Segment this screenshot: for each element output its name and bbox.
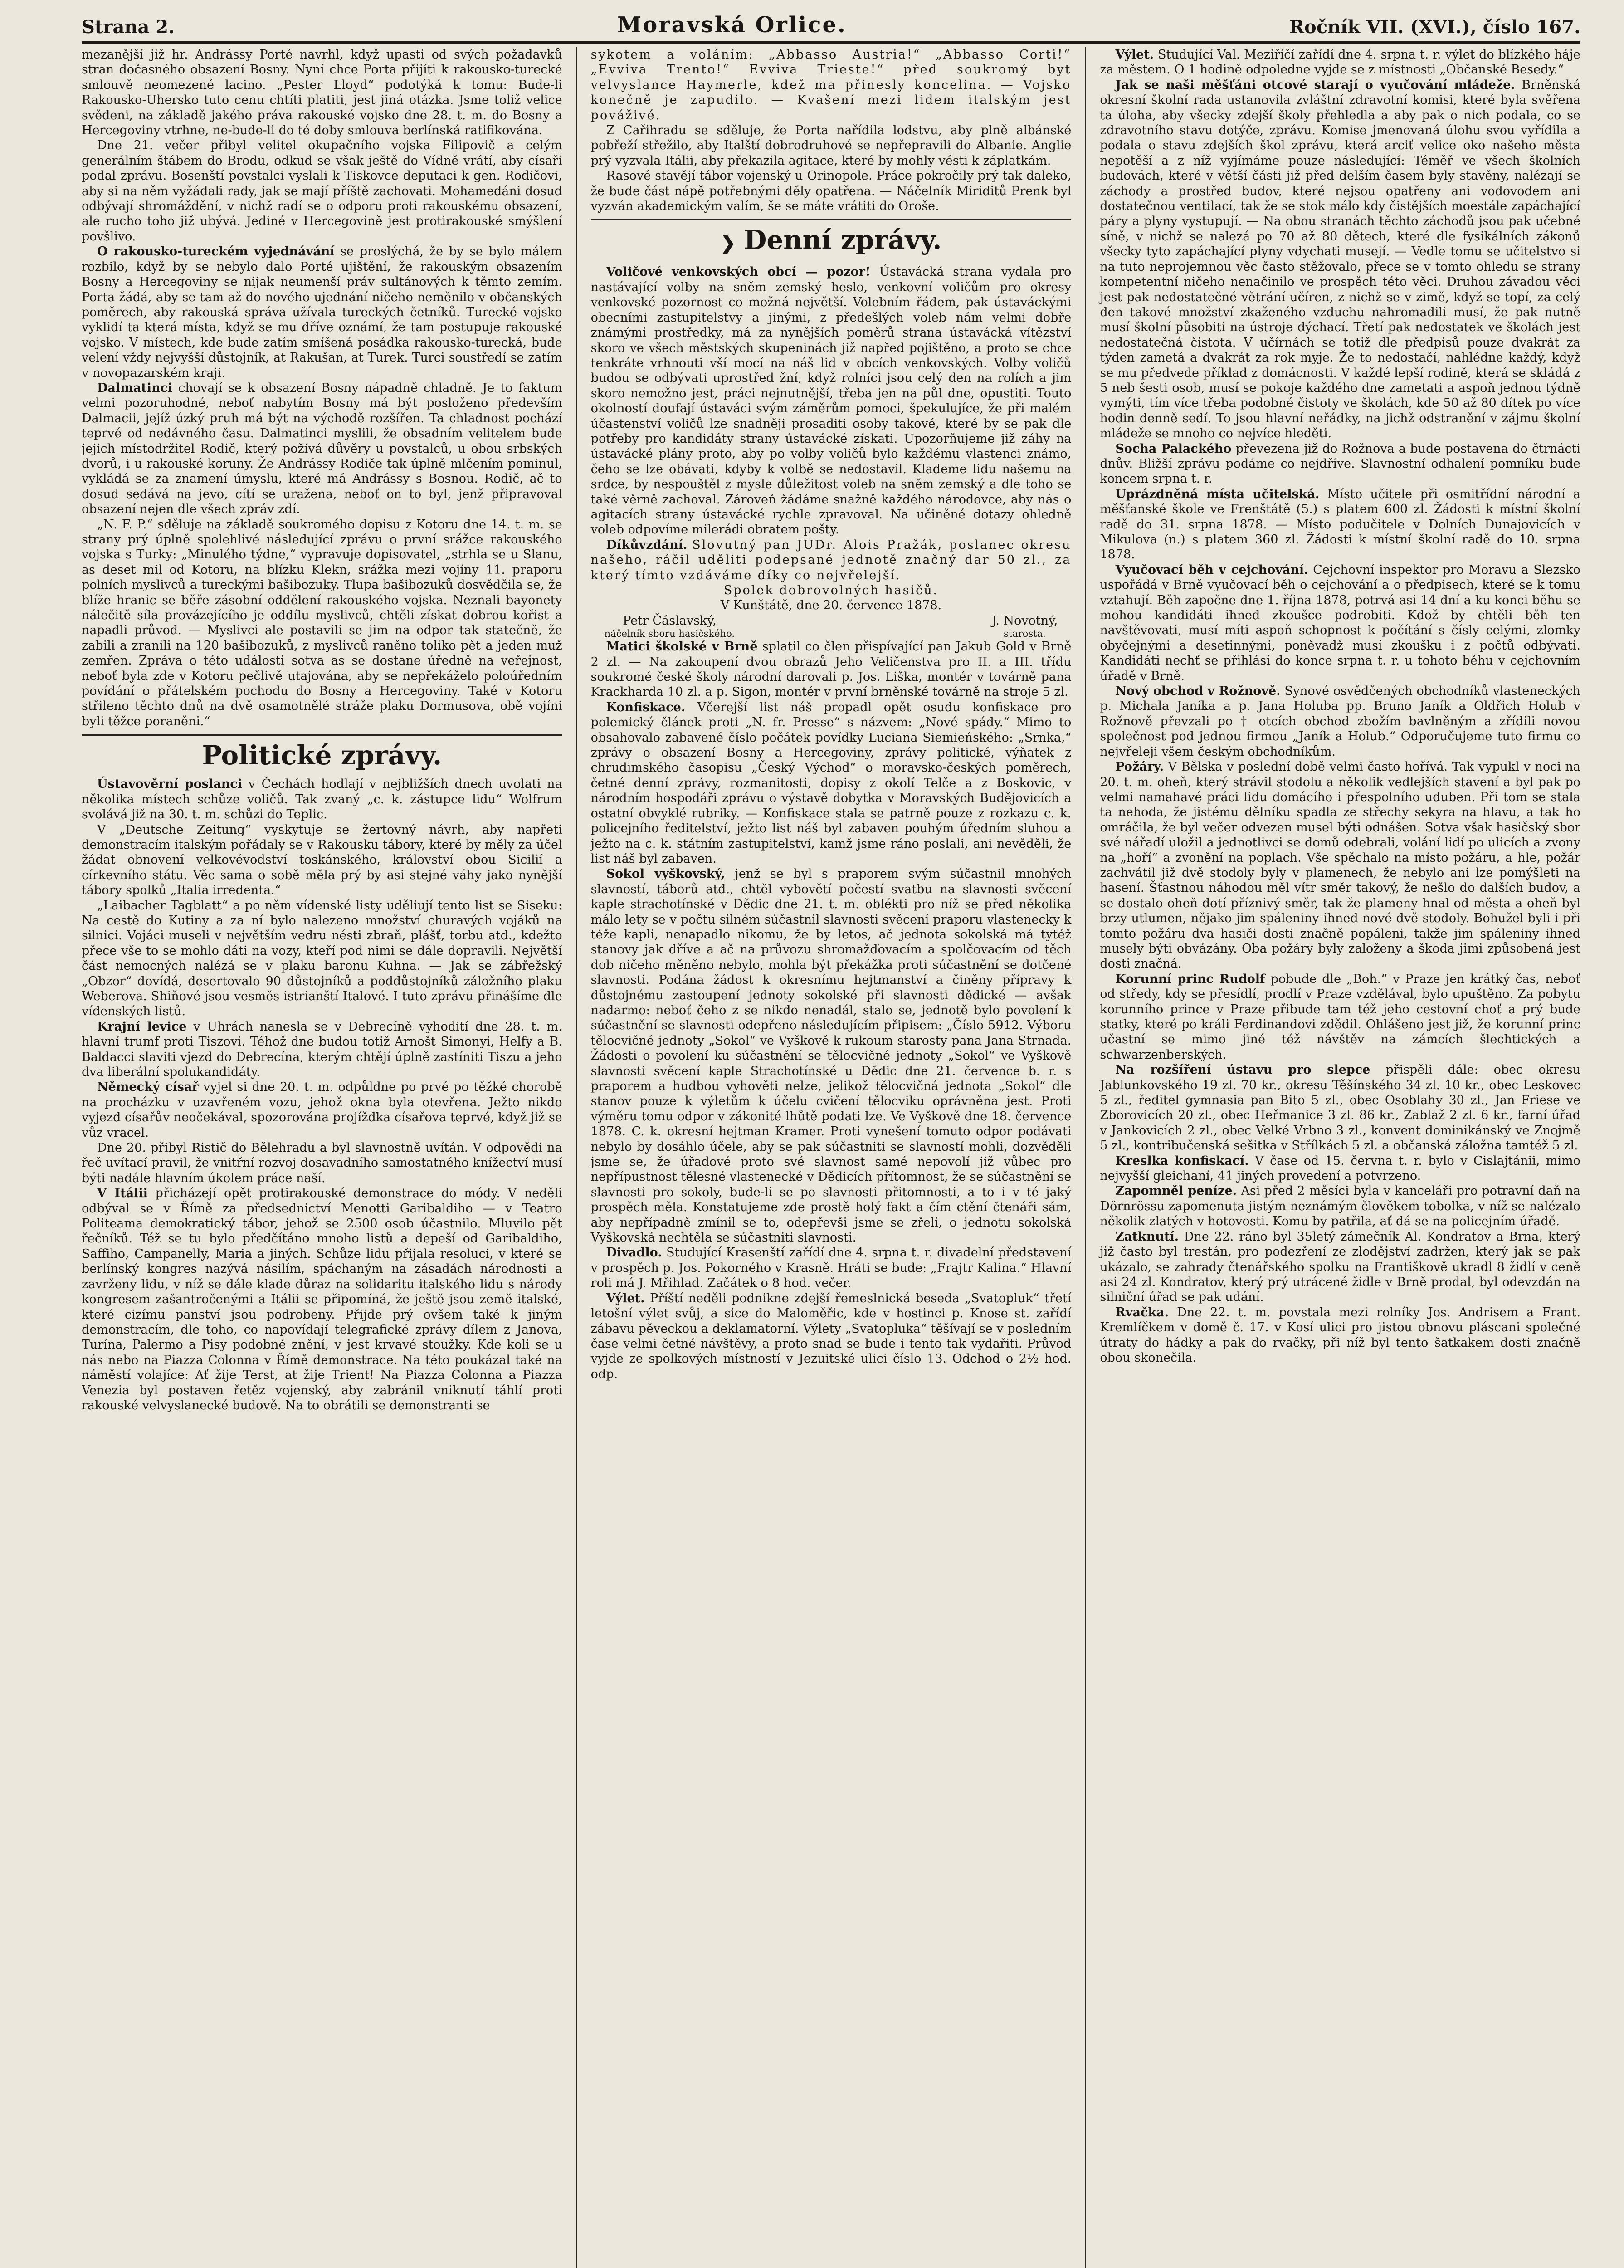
- section-title-daily-news: [591, 219, 1072, 259]
- article-text: „N. F. P.“ sděluje na základě soukromého dopisu z Kotoru dne 14. t. m. se strany prý úplně spolehlivé následující zprávu o první srážce rakouského vojska s Turky: „Minulého týdne,“ vypravuje dopisovatel, „strhla se u Slanu, as deset mil od Kotoru, na blízku Klekn, srážka mezi vojíny 11. praporu polních myslivců a tureckými bašibozuky. Tlupa bašibozuků dosvědčila se, že blíže hranic se běře zásobní oddělení rakouského vojska. Neznali bayonety nálečitě síla provázejícího je oddílu myslivců, chtěli získat dobrou kořist a napadli průvod. — Myslivci ale postavili se jim na odpor tak statečně, že zabili a zranili na 120 bašibozuků, z myslivců raněno toliko pět a jeden muž zemřen. Zpráva o této události sotva as se dostane úředně na veřejnost, neboť byla zde v Kotoru pečlivě utajována, aby se nepřekáželo poloúředním povídání o přátelském pochodu do Bosny a Hercegoviny. Také v Kotoru střileno těchto dnů na dvě osamotnělé stráže plaku Dormusova, obě vojíni byli těžce poraněni.“: [82, 517, 562, 728]
- article-heading: Jak se naši měšťáni otcové starají o vyučování mládeže.: [1115, 78, 1515, 92]
- article-text: Studující Val. Meziříčí zařídí dne 4. srpna t. r. výlet do blízkého háje za městem. O 1 hodině odpoledne vyjde se z místnosti „Občanské Besedy.“: [1100, 48, 1581, 77]
- article: [591, 1245, 1072, 1290]
- article-text: Příští neděli podnikne zdejší řemeslnická beseda „Svatopluk“ třetí letošní výlet svůj, a sice do Maloměřic, kde v hostinci p. Knose st. zařídí zábavu pěveckou a deklamatorní. Výlety „Svatopluka“ těšívají se v posledním čase velmi četné návštěvy, a proto snad se bude i tento tak vydařiti. Průvod vyjde ze spolkových místností v Jezuitské ulici číslo 13. Odchod o 2½ hod. odp.: [590, 1291, 1072, 1381]
- article: [82, 1080, 562, 1140]
- column-3: [1085, 47, 1580, 2268]
- columns: [82, 47, 1580, 2268]
- article: [591, 538, 1072, 583]
- issue-number: Ročník VII. (XVI.), číslo 167.: [1289, 16, 1580, 38]
- article-heading: Matici školské v Brně: [606, 640, 758, 654]
- column-2: [576, 47, 1085, 2268]
- article: [1100, 562, 1580, 684]
- article-heading: Požáry.: [1115, 760, 1164, 774]
- article-text: Z Cařihradu se sděluje, že Porta nařídila lodstvu, aby plně albánské pobřeží střežilo, aby Italští dobrodruhové se nepřepravili do Albanie. Anglie prý vyzvala Itálii, aby překazila agitace, které by mohly vésti k záplatkám.: [590, 123, 1072, 168]
- signature-right: [992, 613, 1058, 639]
- article-heading: Dalmatinci: [97, 381, 173, 395]
- article-text: Cejchovní inspektor pro Moravu a Slezsko uspořádá v Brně vyučovací běh o cejchování a o předpisech, které se k tomu vztahují. Běh započne dne 1. října 1878, potrvá asi 14 dní a ku konci běhu se mohou kandidáti ihned zkoušce podrobiti. Kdož by chtěli běh ten navštěvovati, musí míti aspoň schopnost k počítání s čísly celými, zlomky obyčejnými a desetinnými, poněvadž musí zkoušku i z počtů odbývati. Kandidáti nechť se přihlásí do konce srpna t. r. u tohoto běhu v cejchovním úřadě v Brně.: [1100, 562, 1581, 683]
- section-title-text: Denní zprávy.: [744, 225, 942, 256]
- article-text: Rasové stavějí tábor vojenský u Orinopole. Práce pokročily prý tak daleko, že bude část nápě potřebnými děly opatřena. — Náčelník Miriditů Prenk byl vyzván akademickým valím, še se máte vrátiti do Oroše.: [590, 169, 1072, 214]
- article-text: Brněnská okresní školní rada ustanovila zvláštní zdravotní komisi, které byla svěřena ta úloha, aby všecky zdejší školy přehledla a aby pak o nich podala, co se zdravotního stavu dotýče, zprávu. Komise jmenovaná úlohu svou vyřídila a podala o stavu zdejších škol zprávu, která arciť velice oko našeho města nepotěší a z níž vyjímáme pouze následující: Téměř ve všech školních budovách, které v větší části již před delším časem byly stavěny, nalézají se záchody a prostřed budov, které nejsou opatřeny ani vodovodem ani dostatečnou ventilací, tak že se stok málo kdy čistějších moestále zapáchající páry a plyny vystupují. — Na obou stranách těchto záchodů jsou pak učebné síně, v nichž se nalezá po 70 až 80 dětech, které dle fysikálních zákonů všecky tyto zapáchající plyny vdychati musejí. — Vedle tomu se učitelstvo si na tuto neprojemnou věc často stěžovalo, přece se v tomto ohledu se strany kompetentní ničeho nenačinilo ve prospěch této věci. Druhou závadou věci jest pak nedostatečné větrání učíren, z nichž se v zimě, když se topí, za celý den takové množství zkaženého vzduchu nahromadili musí, že pak nutně musí školní působiti na ústroje dýchací. Třetí pak nedostatek ve školách jest nedostatečná čistota. V učírnách se totiž dle předpisů pouze dvakrát za týden zametá a dvakrát za rok myje. Že to nedostačí, nahlédne každý, když se mu předvede příklad z domácnosti. V každé lepší rodině, která se skládá z 5 neb šesti osob, musí se pokoje každého dne zametati a aspoň jednou týdně vymýti, tím více třeba podobné čistoty ve školách, kde 50 až 80 dítek po více hodin denně sedí. To jsou hlavní neřádky, na jichž odstranění v zájmu školní mládeže se mnoho co nejvíce hleděti.: [1100, 78, 1581, 441]
- article: [591, 1291, 1072, 1382]
- article-heading: Vyučovací běh v cejchování.: [1115, 562, 1308, 577]
- article-text: splatil co člen přispívající pan Jakub Gold v Brně 2 zl. — Na zakoupení dvou obrazů Jeho Veličenstva pro II. a III. třídu soukromé české školy národní darovali p. Jos. Liška, montér v továrně pana Krackharda 10 zl. a p. Sigon, montér v první brněnské továrně na stroje 5 zl.: [590, 640, 1072, 699]
- article-heading: Korunní princ Rudolf: [1115, 972, 1265, 986]
- article: [1100, 684, 1580, 759]
- article-text: Dne 22. ráno byl 35letý zámečník Al. Kondratov a Brna, který již často byl trestán, pro podezření ze zlodějství zadržen, který jak se pak ukázalo, se zahrady čtenářského spolku na Františkově ukradl 8 židlí v ceně asi 24 zl. Kondratov, který prý utrácené židle v Brně prodal, byl odevzdán na silniční úřad se pak udání.: [1100, 1229, 1581, 1305]
- article-heading: Sokol vyškovský,: [606, 867, 725, 881]
- article-heading: O rakousko-tureckém vyjednávání: [97, 244, 335, 259]
- article-text: V čase od 15. června t. r. bylo v Cislajtánii, mimo nejvyšší gleichaní, 41 jiných provedení a potvrzeno.: [1100, 1154, 1581, 1183]
- section-mark-icon: ❯: [720, 232, 736, 254]
- article-text: Dne 21. večer přibyl velitel okupačního vojska Filipovič a celým generálním štábem do Brodu, odkud se však ještě do Vídně vrátí, aby císaři podal zprávu. Bosenští povstalci vyslali k Tiskovce deputaci k gen. Rodičovi, aby si na něm vyžádali rady, jak se mají příště zachovati. Mohamedáni dosud odbývají shromáždění, v nichž radí se o odporu proti rakouskému obsazení, ale rucho toho již ubývá. Jediné v Hercegovině jest protirakouské smýšlení povšlivo.: [82, 138, 562, 244]
- article-heading: V Itálii: [97, 1186, 148, 1201]
- article-text: převezena již do Rožnova a bude postavena do čtrnácti dnův. Bližší zprávu podáme co nejdříve. Slavnostní odhalení pomníku bude koncem srpna t. r.: [1100, 441, 1581, 486]
- article-heading: Na rozšíření ústavu pro slepce: [1115, 1063, 1370, 1077]
- article-text: Studující Krasenští zařídí dne 4. srpna t. r. divadelní představení v prospěch p. Jos. Pokorného v Krasně. Hráti se bude: „Frajtr Kalina.“ Hlavní roli má J. Mřihlad. Začátek o 8 hod. večer.: [590, 1246, 1072, 1290]
- article-text: Asi před 2 měsíci byla v kanceláři pro potravní daň na Dörnrössu zapomenuta jistým neznámým člověkem tobolka, v níž se nalézalo několik zlatých v hotovosti. Komu by patřila, ať dá se na policejním úřadě.: [1100, 1184, 1581, 1229]
- article-text: sykotem a voláním: „Abbasso Austria!“ „Abbasso Corti!“ „Evviva Trento!“ Evviva Trieste!“ před soukromý byt velvyslance Haymerle, kdež ma přinesly koncelina. — Vojsko konečně je zapudilo. — Kvašení mezi lidem italským jest pováživé.: [590, 48, 1072, 122]
- signature-org: Spolek dobrovolných hasičů.: [723, 583, 939, 597]
- article-text: mezanější již hr. Andrássy Porté navrhl, když upasti od svých požadavků stran dočasného obsazení Bosny. Nyní chce Porta přijíti k rakousko-turecké smlouvě neomezené lacino. „Pester Lloyd“ podotýká k tomu: Bude-li Rakousko-Uhersko tuto cenu chtíti platiti, jest jiná otázka. Jsme toliž velice svědeni, na základě jakého práva rakouské vojsko dne 28. t. m. do Bosny a Hercegoviny vtrhne, ne-bude-li do té doby smlouva berlínská ratifikována.: [82, 48, 562, 138]
- signature-left: [605, 613, 735, 639]
- article-heading: Socha Palackého: [1115, 441, 1232, 456]
- article-text: v Čechách hodlají v nejbližších dnech uvolati na několika místech schůze voličů. Tak zvaný „c. k. zástupce lidu“ Wolfrum svolává již na 30. t. m. schůzi do Teplic.: [82, 777, 562, 822]
- article: [1100, 759, 1580, 972]
- article-heading: Kreslka konfiskací.: [1115, 1154, 1249, 1168]
- article-text: se proslýchá, že by se bylo málem rozbilo, když by se nebylo dalo Porté ujištění, že rakouským obsazením Bosny a Hercegoviny se nijak neumenší práv sultánových k těmto zemím. Porta žádá, aby se tam až do nového ujednání ničeho neměnilo v občanských poměrech, aby rakouská správa užívala tureckých četníků. Turecké vojsko vyklidí ta která místa, když se mu dříve oznámí, že tam postupuje rakouské vojsko. V místech, kde bude zatím smíšená posádka rakousko-turecká, bude velení vždy nejvyšší důstojník, at Rakušan, at Turek. Turci soustředí se zatím v novopazarském kraji.: [82, 244, 562, 380]
- article-heading: Německý císař: [97, 1080, 199, 1095]
- article-text: Dne 22. t. m. povstala mezi rolníky Jos. Andrisem a Frant. Kremlíčkem v domě č. 17. v Kosí ulici pro jistou obnovu pláscani společné útraty do hádky a pak do rvačky, při níž byl tento šatkakem dosti značně obou skonečila.: [1100, 1305, 1581, 1365]
- article-heading: Zapomněl peníze.: [1115, 1184, 1237, 1198]
- article: [1100, 487, 1580, 562]
- article-text: V „Deutsche Zeitung“ vyskytuje se žertovný návrh, aby napřeti demonstracím italským pořádaly se v Rakousku tábory, které by měly za účel žádat obnovení velkovévodství toskánského, království obou Sicilií a církevního státu. Věc sama o sobě měla prý by asi stejné váhy jako nynější tábory spolků „Italia irredenta.“: [82, 822, 562, 898]
- column-1: [82, 47, 576, 2268]
- article-heading: Rvačka.: [1115, 1305, 1169, 1320]
- article-text: Dne 20. přibyl Ristič do Bělehradu a byl slavnostně uvítán. V odpovědi na řeč uvítací pravil, že vnitřní rozvoj dosavadního samostatného knížectví musí býti nadále hlavním úkolem práce naší.: [82, 1141, 562, 1185]
- article: [1100, 1154, 1580, 1184]
- article: [1100, 1183, 1580, 1229]
- article-heading: Výlet.: [1115, 48, 1154, 62]
- article-text: jenž se byl s praporem svým súčastnil mnohých slavností, táborů atd., chtěl vybovětí počestí svatbu na slavnosti svěcení kaple strachotínské v Dědic dne 21. t. m. oblékti pro níž se před několika málo lety se v počtu silném súčastnil slavnosti svěcení praporu vlastenecky k téže kapli, nenapadlo nikomu, že by letos, ač jednota sokolská má tytéž stanovy jak dříve a ač na průvozu shromažďovacím a spolčovacím od těch dob ničeho měněno nebylo, mohla být překážka proti súčastnění se dotčené slavnosti. Podána žádost k okresnímu hejtmanství a činěny přípravy k důstojnému zastoupení jednoty sokolské při slavnosti dědické — avšak nadarmo: neboť čeho z se nikdo nenadál, stalo se, jednotě bylo povolení k súčastnění se slavnosti odepřeno následujícím připisem: „Číslo 5912. Výboru tělocvičné jednoty „Sokol“ ve Vyškově k rukoum starosty pana Jana Strnada. Žádosti o povolení ku súčastnění se tělocvičné jednoty „Sokol“ ve Vyškově slavnosti svěcení kaple Strachotínské u Dědic dne 21. července b. r. s praporem a hudbou vyhověti nelze, jelikož tělocvičná jednota „Sokol“ dle stanov pouze k výletům k účelu cvičení tělocviku oprávněna jest. Proti výměru tomu odpor v zákonité lhůtě podati lze. Ve Vyškově dne 18. července 1878. C. k. okresní hejtman Kramer. Proti vynešení tomuto odpor podávati nebylo by dosáhlo účele, aby se pak súčastniti se slavností mohli, dozvěděli jsme se, že úřadové proto své slavnost samé nepovolí již vůbec pro nepřípustnost tělesné vlastenecké v Dědicích přítomnost, že se súčastnění se slavnosti pro sokoly, bude-li se po slavnosti přitomnosti, a to i v té jaký prospěch měla. Konstatujeme zde prostě holý fakt a čím ctění čtenáři sám, aby nepřípadně zmínil se to, odepřevši jsme se zřeli, o jednotu sokolská Vyškovská nechtěla se súčastniti slavnosti.: [590, 867, 1072, 1245]
- article-text: pobude dle „Boh.“ v Praze jen krátký čas, neboť od středy, kdy se přesídlí, prodlí v Praze vzdělával, bylo upuštěno. Za pobytu korunního prince v Praze přibude tam též jeho cestovní choť a prý bude statky, které po králi Ferdinandovi zdědil. Ohlášeno jest již, že korunní princ učastní se mimo jiné též návštěv na zámcích šlechtických a schwarzenberských.: [1100, 972, 1581, 1062]
- article: [1100, 972, 1580, 1062]
- article-text: Synové osvědčených obchodníků vlasteneckých p. Michala Janíka a p. Jana Holuba pp. Bruno Janík a Oldřich Holub v Rožnově převzali po † otcích obchod zbožím bavlněným a zřídili novou společnost pod jednou firmou „Janík a Holub.“ Odporučujeme tuto firmu co nejvřeleji všem českým obchodníkům.: [1100, 684, 1581, 759]
- article: [591, 866, 1072, 1245]
- signature-role: náčelník sboru hasičského.: [604, 628, 735, 640]
- page-number: Strana 2.: [82, 16, 175, 38]
- article: [1100, 1305, 1580, 1366]
- article-text: V Bělska v poslední době velmi často hořívá. Tak vypukl v noci na 20. t. m. oheň, který strávil stodolu a několik vedlejších stavení a byl pak po velmi namahavé práci lidu domácího i přespolního uduben. Při tom se stala ta nehoda, že jistému dělníku spadla ze střechy sekyra na hlavu, a tak ho omráčila, že byl večer odvezen musel býti odnášen. Sotva však hasičský sbor své nářadí uložil a jednotlivci se domů odebrali, volání lidí po ulicích a zvony na „hoří“ a zvonění na poplach. Vše spěchalo na místo požáru, a hle, požár zachvátil již dvě stodoly byly v plamenech, že nebylo ani lze pomýšleti na hasení. Šťastnou náhodou měl vítr směr takový, že nešlo do dalších budov, a se dostalo oheň dotí příznivý směr, tak že plameny hnal od města a oheň byl brzy utlumen, nějako jim spáleniny ihned nové dvě stodoly. Bohužel byli i při tomto požáru dva hasiči dosti značně popáleni, takže jim spáleniny ihned musely býti obvázány. Oba požáry byly založeny a škoda jimi způsobená jest dosti značná.: [1100, 760, 1581, 971]
- article-heading: Nový obchod v Rožnově.: [1115, 684, 1281, 699]
- newspaper-title: Moravská Orlice.: [617, 12, 847, 38]
- article: [1100, 441, 1580, 487]
- article: [1100, 47, 1580, 78]
- article-text: přispěli dále: obec okresu Jablunkovského 19 zl. 70 kr., okresu Těšínského 34 zl. 10 kr., obec Leskovec 5 zl., ředitel gymnasia pan Bito 5 zl., obec Osoblahy 30 zl., Jan Friese ve Zborovicích 20 zl., obec Heřmanice 3 zl. 86 kr., Zablaž 2 zl. 6 kr., farní úřad v Jankovicích 2 zl., obec Velké Vrbno 3 zl., konvent dominikánský ve Znojmě 5 zl., kontribučenská sešitka v Střílkách 5 zl. a občanská záložna tamtéž 5 zl.: [1100, 1063, 1581, 1153]
- article: [82, 381, 562, 517]
- article-heading: Zatknutí.: [1115, 1229, 1179, 1244]
- article: [1100, 1062, 1580, 1153]
- article: [591, 700, 1072, 866]
- article: [1100, 1229, 1580, 1305]
- article-text: vyjel si dne 20. t. m. odpůldne po prvé po těžké chorobě na procházku v uzavřeném vozu, jehož okna byla otevřena. Ježto nikdo vyjezd císařův neočekával, spozorována projížďka císařova teprvé, když již se vůz vracel.: [82, 1080, 562, 1140]
- article-text: Ústavácká strana vydala pro nastávající volby na sněm zemský heslo, venkovní voličům pro okresy venkovské pozornost co možná největší. Volebním řádem, pak ústaváckými obecními zastupitelstvy a jinými, z předešlých voleb nám velmi dobře známými prostředky, má za nynějších poměrů strana ústavácká vítězství skoro ve všech městských skupeninách již napřed pojištěno, a proto se chce tenkráte vrhnouti vší mocí na náš lid v obcích venkovských. Volby voličů budou se odbývati uprostřed žní, když rolníci jsou celý den na rolích a jim skoro nemožno jest, práci nejnutnější, třeba jen na půl dne, opustiti. Touto okolností doufají ústaváci svým záměrům pomoci, špekulujíce, že při malém účastenství voličů lze snadněji prosaditi osoby takové, které by se pak dle potřeby pro kandidáty strany ústavácké získati. Upozorňujeme již záhy na ústavácké plány proto, aby po volby voličů bylo každému vlastenci známo, čeho se lze obávati, kdyby k volbě se nedostavil. Klademe lidu našemu na srdce, by nespouštěl z mysle důležitost voleb na sněm zemský a dle toho se také věrně zachoval. Zároveň žádáme snažně každého národovce, aby nás o agitacích strany ústavácké rychle zpravoval. Na učiněné dotazy ohledně voleb odpovíme milerádi obratem pošty.: [590, 265, 1072, 537]
- article-text: Slovutný pan JUDr. Alois Pražák, poslanec okresu našeho, ráčil uděliti podepsané jednotě značný dar 50 zl., za který tímto vzdáváme díky co nejvřelejší.: [590, 538, 1072, 582]
- masthead: [82, 12, 1580, 44]
- signatures: [591, 613, 1072, 639]
- article: [591, 639, 1072, 700]
- article-heading: Divadlo.: [606, 1246, 662, 1260]
- article-heading: Voličové venkovských obcí — pozor!: [606, 265, 871, 279]
- article-heading: Výlet.: [606, 1291, 645, 1305]
- article: [82, 777, 562, 822]
- signature-name: Petr Čáslavský,: [623, 613, 717, 628]
- signature-role: starosta.: [1004, 628, 1046, 640]
- section-title-politics: Politické zprávy.: [82, 734, 562, 771]
- article: [82, 244, 562, 381]
- article-heading: Ústavověrní poslanci: [97, 777, 243, 792]
- article-text: Místo učitele při osmitřídní národní a měšťanské škole ve Frenštátě (5.) s platem 600 zl. Žádosti k místní školní radě do 31. srpna 1878. — Místo podučitele v Dolních Dunajovicích v Mikulova (n.) s platem 360 zl. Žádosti k místní školní radě do 10. srpna 1878.: [1100, 487, 1581, 562]
- article-text: „Laibacher Tagblatt“ a po něm vídenské listy uděliují tento list se Siseku: Na cestě do Kutiny a za ní bylo nalezeno množství churavých vojáků na silnici. Vojáci museli v největším vedru nésti zbraň, plášť, torbu atd., kdežto přece vše to se mohlo dáti na vozy, kteří pod nimi se dále dopravili. Největší část nemocných nalézá se v plaku baronu Kuhna. — Jak se zábřežský „Obzor“ dovídá, desertovalo 90 důstojníků a poddůstojníků záložního plaku Weberova. Shiňové jsou vesměs istrianští Italové. I tuto zprávu přinášíme dle vídenských listů.: [82, 898, 562, 1019]
- article-heading: Uprázdněná místa učitelská.: [1115, 487, 1320, 501]
- article: [82, 1019, 562, 1080]
- article-heading: Díkůvzdání.: [606, 538, 688, 552]
- article-text: chovají se k obsazení Bosny nápadně chladně. Je to faktum velmi pozoruhodné, neboť nabytím Bosny má být posloženo především Dalmacii, jejíž úzký pruh má být na východě rozšířen. Ta chladnost pochází teprvé od nedávného času. Dalmatinci myslili, že obsadním velitelem bude jejich místodržitel Rodič, který požívá důvěry u povstalců, u obou srbských dvorů, i u rakouské koruny. Že Andrássy Rodiče tak úplně mlčením pominul, vykládá se za znamení úmyslu, které má Andrássy s Bosnou. Rodič, ač to dosud sedává na jevo, cítí se uražena, neboť on to byl, jenž připravoval obsazení nejen dle všech zpráv zdí.: [82, 381, 562, 517]
- article: [591, 264, 1072, 537]
- signature-place: V Kunštátě, dne 20. července 1878.: [720, 598, 942, 613]
- article: [1100, 78, 1580, 441]
- article-heading: Konfiskace.: [606, 700, 686, 714]
- article-text: v Uhrách nanesla se v Debrecíně vyhodití dne 28. t. m. hlavní trumf proti Tiszovi. Téhož dne budou totiž Arnošt Simonyi, Helfy a B. Baldacci slaviti vjezd do Debrecína, kterým chtějí úplně zastíniti Tiszu a jeho dva liberální spolukandidáty.: [82, 1019, 562, 1079]
- article-heading: Krajní levice: [97, 1019, 187, 1034]
- article-text: Včerejší list náš propadl opět osudu konfiskace pro polemický článek proti „N. fr. Presse“ s názvem: „Nové spády.“ Mimo to obsahovalo zabavené číslo počátek povídky Luciana Siemieńského: „Srnka,“ zprávy o obsazení Bosny a Hercegoviny, zprávy politické, výňatek z chrudimského časopisu „Český Východ“ o moravsko-českých poměrech, četné denní zprávy, rozmanitosti, dopisy z okolí Telče a z Boskovic, v národním hospodáři zprávu o výstavě dobytka v Moravských Budějovicích a ostatní obvyklé rubriky. — Konfiskace stala se patrně pouze z rozkazu c. k. policejního ředitelství, ježto list náš byl zabaven pouhým úředním sluhou a ježto na c. k. státním zastupitelství, kamž jsme ráno poslali, ani nevěděli, že list náš byl zabaven.: [590, 700, 1072, 866]
- article-text: přicházejí opět protirakouské demonstrace do módy. V neděli odbýval se v Římě za předsednictví Menotti Garibaldiho — v Teatro Politeama demokratický tábor, jehož se 2500 osob účastnilo. Mluvilo pět řečníků. Též se tu bylo předčítáno mnoho listů a depeší od Garibaldiho, Saffiho, Campanelly, Maria a jiných. Schůze lidu přijala resoluci, v které se berlínský kongres nazývá násilím, spáchaným na zásadách národnosti a zavrženy lidu, v níž se dále klade důraz na solidaritu italského lidu s národy kongresem zašantročenými a Itálii se připomíná, že ještě jsou země italské, které cizímu panství jsou podrobeny. Přijde prý ovšem také k jiným demonstracím, dle toho, co napovídají telegrafické zprávy dílem z Janova, Turína, Palermo a Pisy podobné znění, v jest krvavé stoužky. Kde koli se u nás nebo na Piazza Colonna v Římě demonstrace. Na této poukázal také na náměstí volajíce: Ať žije Terst, at žije Trient! Na Piazza Colonna a Piazza Venezia byl postaven řetěz vojenský, aby zabránil vniknutí táhlí proti rakouské velvyslanecké budově. Na to obrátili se demonstranti se: [82, 1186, 562, 1413]
- signature-name: J. Novotný,: [991, 613, 1058, 628]
- article: [82, 1186, 562, 1413]
